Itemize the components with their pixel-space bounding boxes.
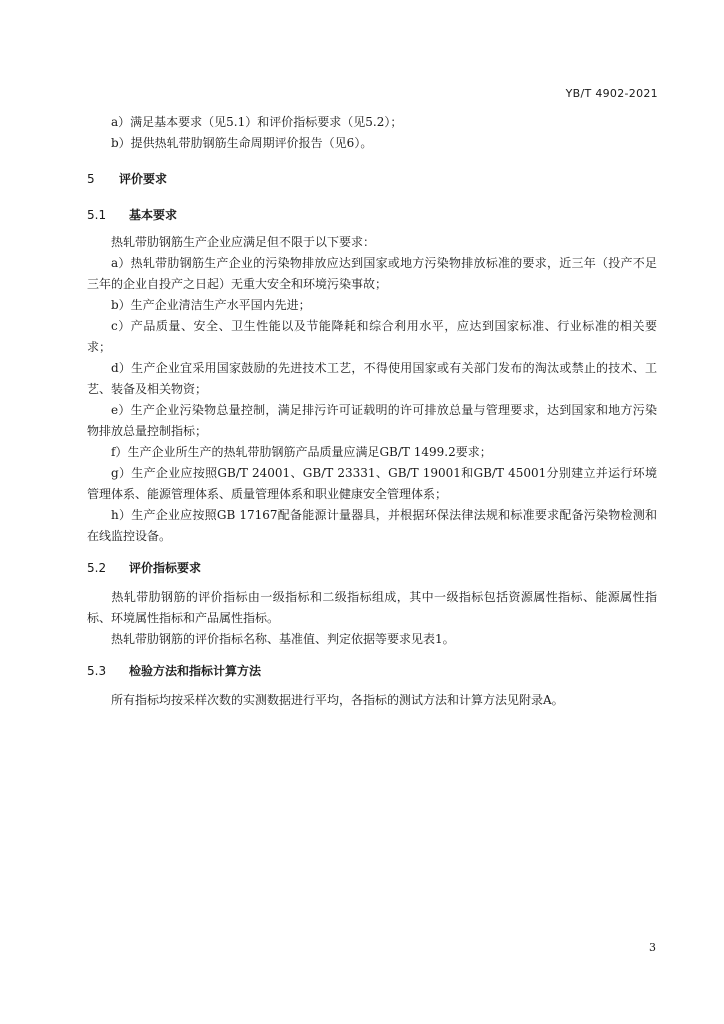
document-code: YB/T 4902-2021 (565, 87, 658, 100)
section-5-1-heading: 5.1 基本要求 (87, 208, 178, 222)
page-body (87, 112, 657, 711)
section-5-2-paragraph: 热轧带肋钢筋的评价指标由一级指标和二级指标组成，其中一级指标包括资源属性指标、能源属性指标、环境属性指标和产品属性指标。 (87, 590, 657, 625)
section-5-2-heading: 5.2 评价指标要求 (87, 561, 202, 575)
requirement-item-e: e）生产企业污染物总量控制，满足排污许可证载明的许可排放总量与管理要求，达到国家和地方污染物排放总量控制指标； (87, 403, 657, 438)
requirement-item-c: c）产品质量、安全、卫生性能以及节能降耗和综合利用水平，应达到国家标准、行业标准的相关要求； (87, 319, 657, 354)
section-5-2-paragraph: 热轧带肋钢筋的评价指标名称、基准值、判定依据等要求见表1。 (111, 632, 455, 646)
section-5-1-lead: 热轧带肋钢筋生产企业应满足但不限于以下要求： (111, 235, 376, 249)
requirement-item-a: a）热轧带肋钢筋生产企业的污染物排放应达到国家或地方污染物排放标准的要求，近三年（投产不足三年的企业自投产之日起）无重大安全和环境污染事故； (87, 256, 657, 291)
requirement-item-d: d）生产企业宜采用国家鼓励的先进技术工艺，不得使用国家或有关部门发布的淘汰或禁止的技术、工艺、装备及相关物资； (87, 361, 657, 396)
requirement-item-f: f）生产企业所生产的热轧带肋钢筋产品质量应满足GB/T 1499.2要求； (111, 445, 492, 459)
intro-item-a: a）满足基本要求（见5.1）和评价指标要求（见5.2）； (111, 115, 403, 129)
page-number: 3 (649, 941, 656, 954)
section-5-3-heading: 5.3 检验方法和指标计算方法 (87, 664, 262, 678)
requirement-item-g: g）生产企业应按照GB/T 24001、GB/T 23331、GB/T 19001和GB/T 45001分别建立并运行环境管理体系、能源管理体系、质量管理体系和职业健康安全管理体系； (87, 466, 657, 501)
section-5-3-paragraph: 所有指标均按采样次数的实测数据进行平均，各指标的测试方法和计算方法见附录A。 (111, 693, 564, 707)
intro-item-b: b）提供热轧带肋钢筋生命周期评价报告（见6）。 (111, 136, 373, 150)
section-5-heading: 5 评价要求 (87, 172, 168, 186)
requirement-item-b: b）生产企业清洁生产水平国内先进； (111, 298, 311, 312)
requirement-item-h: h）生产企业应按照GB 17167配备能源计量器具，并根据环保法律法规和标准要求配备污染物检测和在线监控设备。 (87, 508, 657, 543)
